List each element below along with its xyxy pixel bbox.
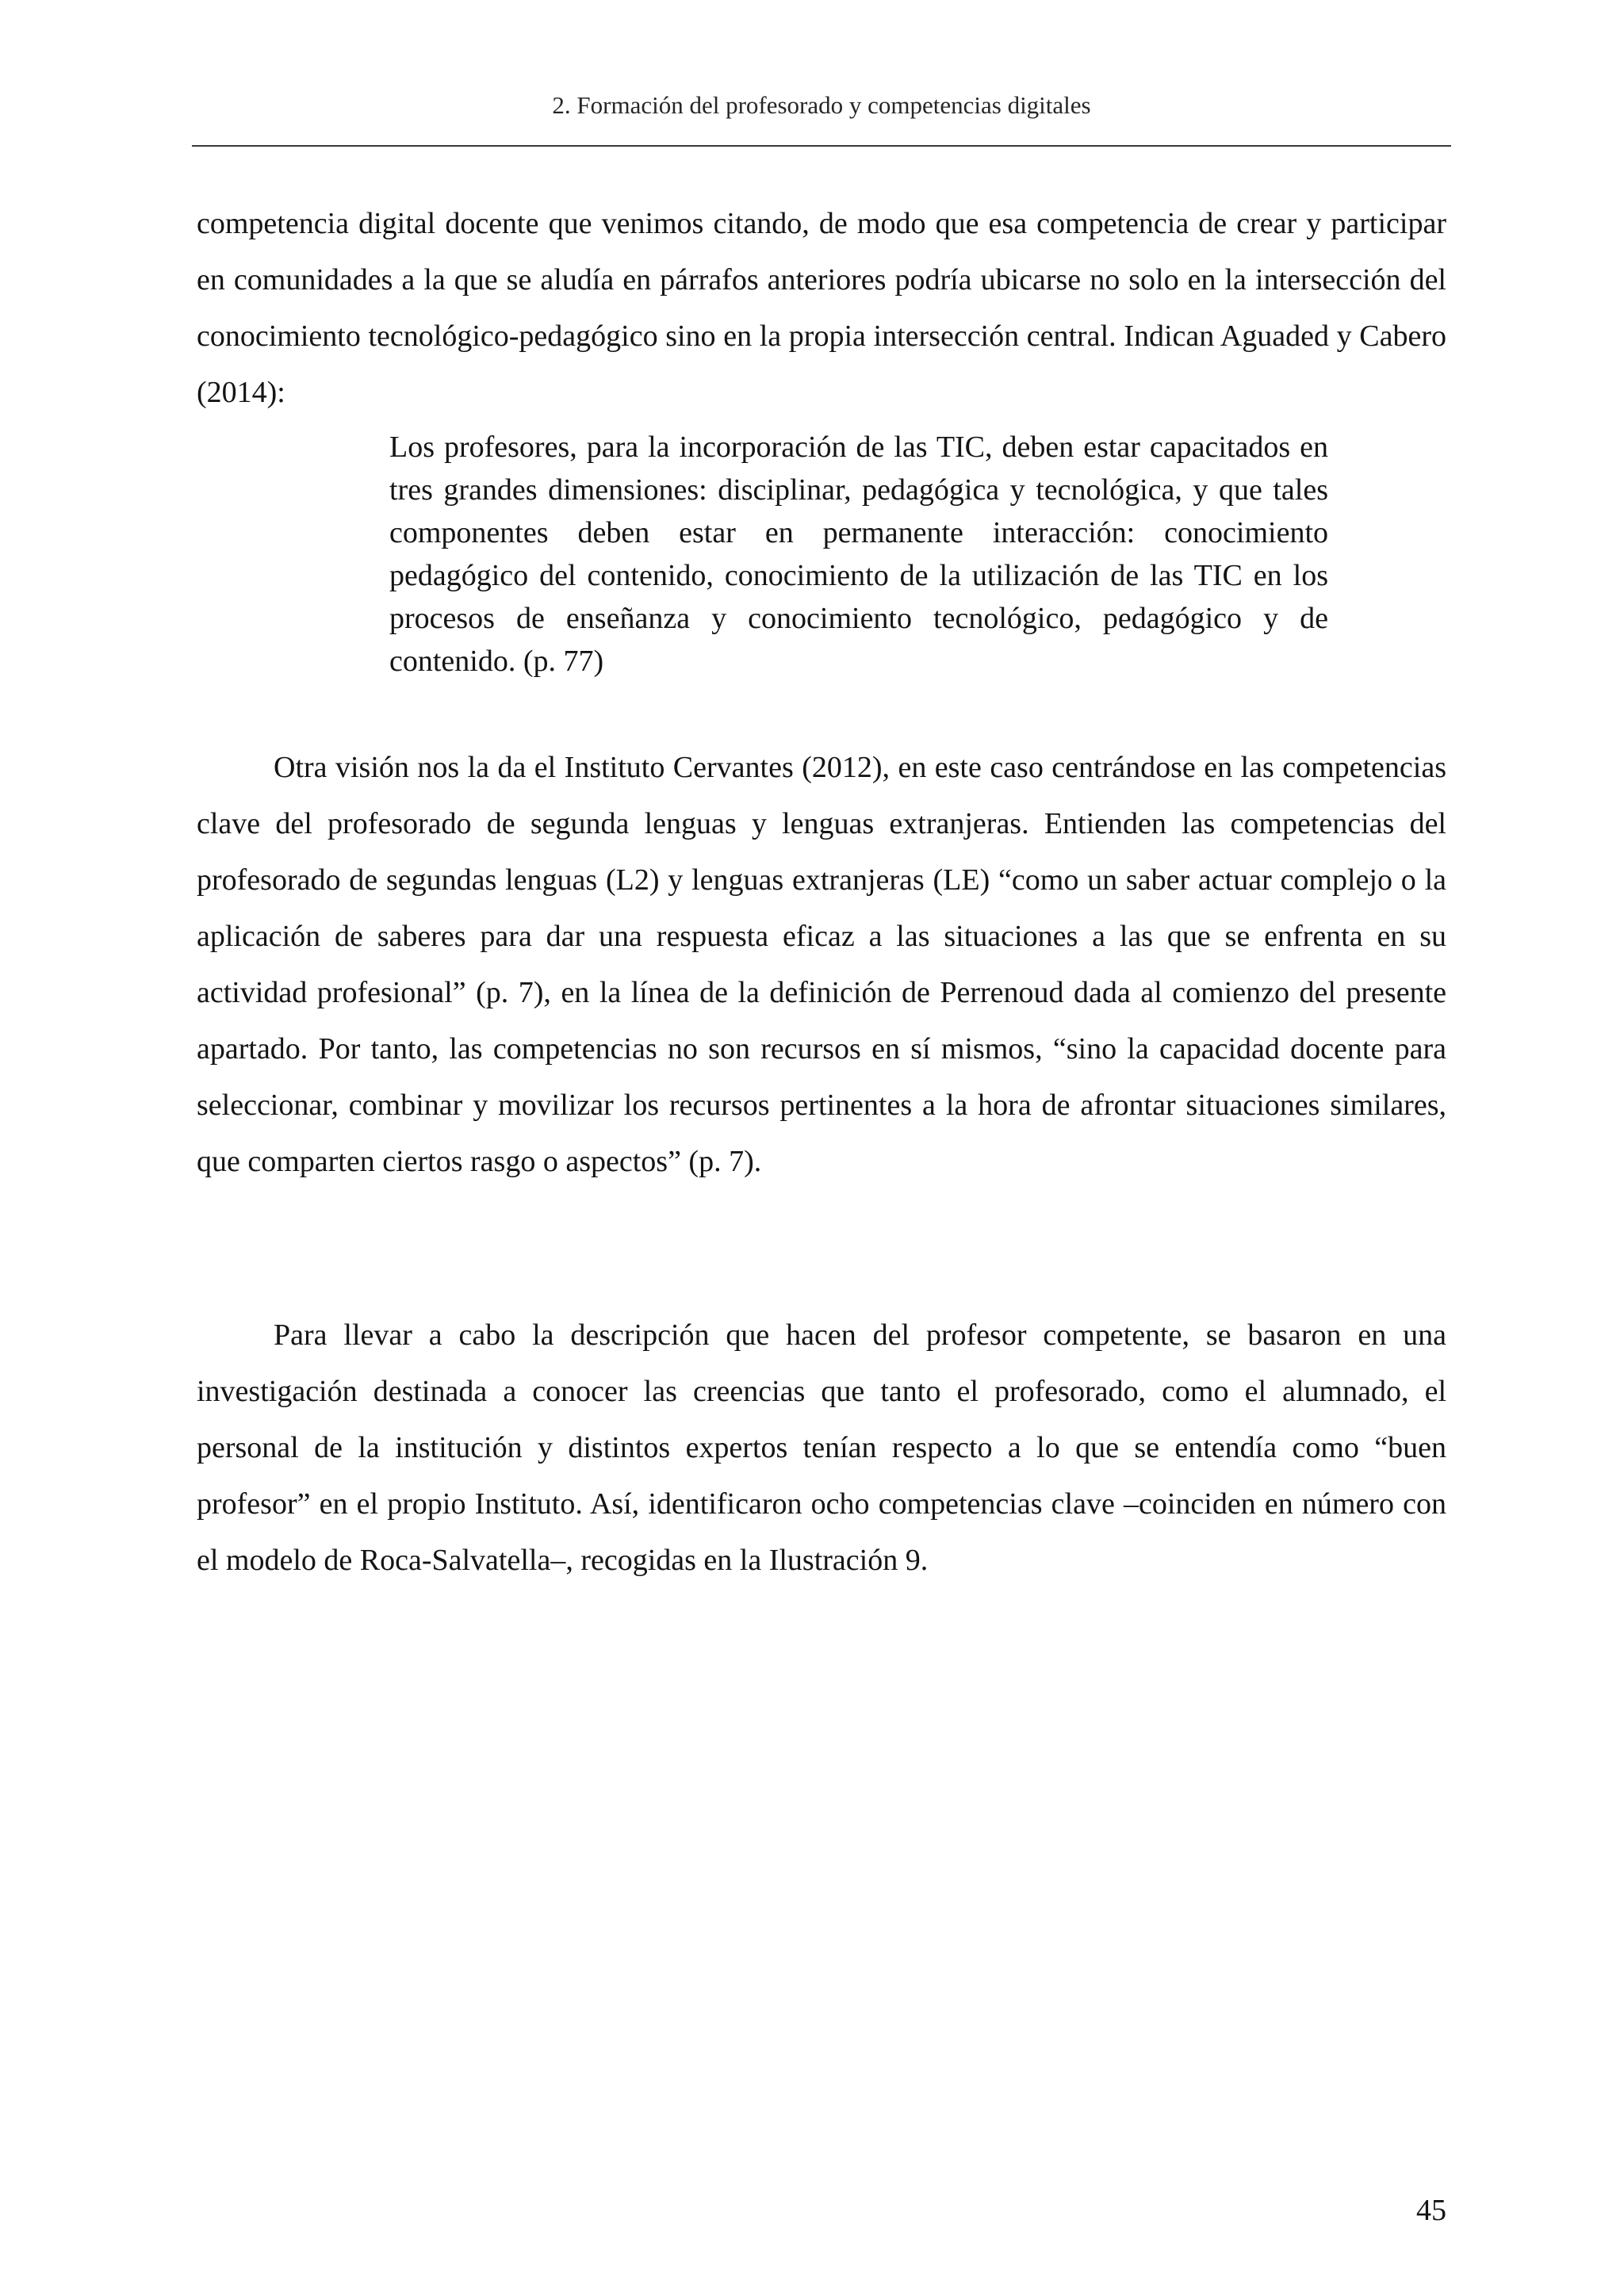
block-quote: Los profesores, para la incorporación de las TIC, deben estar capacitados en tres grandes dimensiones: disciplinar, pedagógica y tecnológica, y que tales componentes deben estar en permanente interacción: conocimiento pedagógico del contenido, conocimiento de la utilización de las TIC en los procesos de enseñanza y conocimiento tecnológico, pedagógico y de contenido. (p. 77) xyxy=(389,430,1328,678)
header-rule xyxy=(192,145,1451,147)
paragraph-3: Para llevar a cabo la descripción que hacen del profesor competente, se basaron en una investigación destinada a conocer las creencias que tanto el profesorado, como el alumnado, el personal de la institución y distintos expertos tenían respecto a lo que se entendía como “buen profesor” en el propio Instituto. Así, identificaron ocho competencias clave –coinciden en número con el modelo de Roca-Salvatella–, recogidas en la Ilustración 9. xyxy=(197,1318,1446,1577)
running-header: 2. Formación del profesorado y competencias digitales xyxy=(552,91,1091,119)
page-number: 45 xyxy=(1416,2194,1446,2227)
paragraph-2: Otra visión nos la da el Instituto Cervantes (2012), en este caso centrándose en las competencias clave del profesorado de segunda lenguas y lenguas extranjeras. Entienden las competencias del profesorado de segundas lenguas (L2) y lenguas extranjeras (LE) “como un saber actuar complejo o la aplicación de saberes para dar una respuesta eficaz a las situaciones a las que se enfrenta en su actividad profesional” (p. 7), en la línea de la definición de Perrenoud dada al comienzo del presente apartado. Por tanto, las competencias no son recursos en sí mismos, “sino la capacidad docente para seleccionar, combinar y movilizar los recursos pertinentes a la hora de afrontar situaciones similares, que comparten ciertos rasgo o aspectos” (p. 7). xyxy=(197,751,1446,1178)
paragraph-1: competencia digital docente que venimos citando, de modo que esa competencia de crear y participar en comunidades a la que se aludía en párrafos anteriores podría ubicarse no solo en la intersección del conocimiento tecnológico-pedagógico sino en la propia intersección central. Indican Aguaded y Cabero (2014): xyxy=(197,207,1446,409)
